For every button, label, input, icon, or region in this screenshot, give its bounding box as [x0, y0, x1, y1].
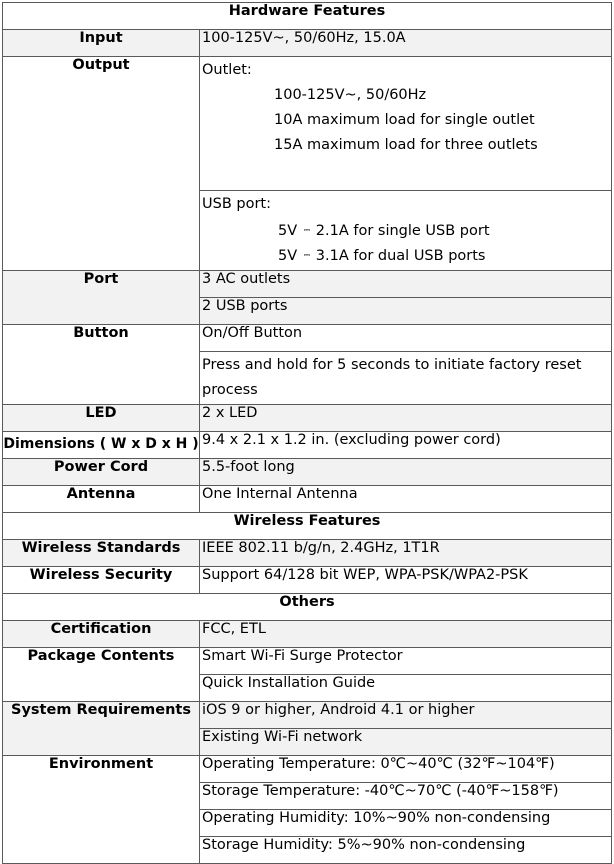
spec-label: Wireless Standards — [3, 540, 200, 567]
spec-label: Output — [3, 57, 200, 271]
spec-value: FCC, ETL — [200, 621, 612, 648]
spec-row-environment — [3, 756, 612, 783]
spec-value: On/Off Button — [200, 325, 612, 352]
spec-value: One Internal Antenna — [200, 486, 612, 513]
spec-value-outlet — [200, 57, 612, 191]
spec-label: Power Cord — [3, 459, 200, 486]
usb-title: USB port: — [202, 196, 271, 212]
spec-value: iOS 9 or higher, Android 4.1 or higher — [200, 702, 612, 729]
spec-value: 2 USB ports — [200, 298, 612, 325]
outlet-line: 100-125V~, 50/60Hz — [274, 87, 427, 103]
usb-line — [202, 242, 609, 267]
spec-value: 100-125V~, 50/60Hz, 15.0A — [200, 30, 612, 57]
usb-volt: 5V — [278, 223, 298, 239]
spec-row-output — [3, 57, 612, 191]
dc-symbol-icon: ⎓ — [303, 250, 310, 259]
spec-value: Storage Humidity: 5%~90% non-condensing — [200, 837, 612, 864]
spec-label: Dimensions ( W x D x H ) — [3, 432, 200, 459]
section-heading: Hardware Features — [3, 3, 612, 30]
spec-value: 9.4 x 2.1 x 1.2 in. (excluding power cord) — [200, 432, 612, 459]
spec-label: LED — [3, 405, 200, 432]
spec-value: Storage Temperature: -40℃~70℃ (-40℉~158℉) — [200, 783, 612, 810]
spec-label: Button — [3, 325, 200, 405]
section-row-others — [3, 594, 612, 621]
usb-text: 3.1A for dual USB ports — [315, 248, 486, 264]
spec-row-system — [3, 702, 612, 729]
spec-value: 5.5-foot long — [200, 459, 612, 486]
section-heading: Others — [3, 594, 612, 621]
spec-row-power-cord — [3, 459, 612, 486]
spec-row-security — [3, 567, 612, 594]
usb-text: 2.1A for single USB port — [315, 223, 490, 239]
spec-row-button — [3, 325, 612, 352]
spec-row-certification — [3, 621, 612, 648]
usb-line — [202, 217, 609, 242]
spec-label: Port — [3, 271, 200, 325]
spec-label: Package Contents — [3, 648, 200, 702]
spec-label: Antenna — [3, 486, 200, 513]
spec-value-usb — [200, 191, 612, 271]
spec-value: IEEE 802.11 b/g/n, 2.4GHz, 1T1R — [200, 540, 612, 567]
section-row-hardware — [3, 3, 612, 30]
outlet-line: 10A maximum load for single outlet — [274, 112, 535, 128]
spec-table — [2, 2, 612, 864]
spec-value: Existing Wi-Fi network — [200, 729, 612, 756]
spec-label: Wireless Security — [3, 567, 200, 594]
spec-value: Support 64/128 bit WEP, WPA-PSK/WPA2-PSK — [200, 567, 612, 594]
spec-row-dimensions — [3, 432, 612, 459]
spec-row-input — [3, 30, 612, 57]
spec-value: 2 x LED — [200, 405, 612, 432]
spec-row-package — [3, 648, 612, 675]
spec-label: Input — [3, 30, 200, 57]
spec-label: Certification — [3, 621, 200, 648]
spec-value: Smart Wi-Fi Surge Protector — [200, 648, 612, 675]
spec-value: Operating Temperature: 0℃~40℃ (32℉~104℉) — [200, 756, 612, 783]
section-row-wireless — [3, 513, 612, 540]
spec-label: System Requirements — [3, 702, 200, 756]
outlet-title: Outlet: — [202, 62, 252, 78]
spec-row-led — [3, 405, 612, 432]
spec-value: Quick Installation Guide — [200, 675, 612, 702]
spec-value: 3 AC outlets — [200, 271, 612, 298]
outlet-line: 15A maximum load for three outlets — [274, 137, 538, 153]
spec-row-antenna — [3, 486, 612, 513]
spec-value: Press and hold for 5 seconds to initiate factory reset process — [200, 352, 612, 405]
section-heading: Wireless Features — [3, 513, 612, 540]
spec-row-standards — [3, 540, 612, 567]
usb-volt: 5V — [278, 248, 298, 264]
spec-label: Environment — [3, 756, 200, 864]
dc-symbol-icon: ⎓ — [303, 225, 310, 234]
spec-row-port — [3, 271, 612, 298]
spec-value: Operating Humidity: 10%~90% non-condensing — [200, 810, 612, 837]
